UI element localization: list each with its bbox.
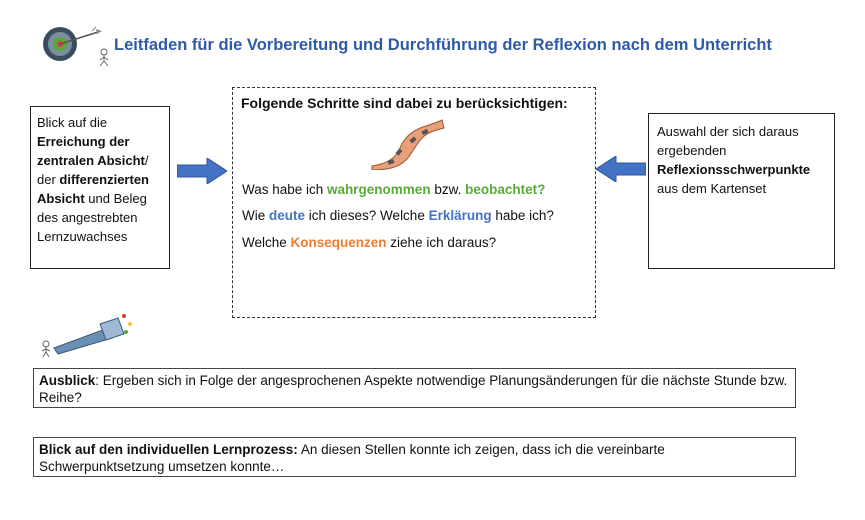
left-box-text-5: und Beleg des angestrebten Lernzuwachses: [37, 191, 147, 244]
q2-keyword-erklaerung: Erklärung: [428, 208, 492, 223]
q2-part-a: Wie: [242, 208, 269, 223]
road-with-cars-icon: [366, 116, 446, 170]
right-box-text-3: aus dem Kartenset: [657, 181, 767, 196]
right-box-text-1: Auswahl der sich daraus ergebenden: [657, 124, 799, 158]
q2-part-c: ich dieses? Welche: [305, 208, 429, 223]
lernprozess-box: [33, 437, 796, 477]
left-box-text-1: Blick auf die: [37, 115, 108, 130]
right-info-box: [648, 113, 835, 269]
arrow-left-icon: [596, 156, 646, 182]
q2-part-e: habe ich?: [491, 208, 554, 223]
q3-keyword-konsequenzen: Konsequenzen: [290, 235, 387, 250]
q1-part-c: bzw.: [430, 182, 466, 197]
lernprozess-text: An diesen Stellen konnte ich zeigen, dass ich die vereinbarte Schwerpunktsetzung umsetzen konnte…: [39, 442, 665, 474]
telescope-icon: [38, 310, 134, 358]
left-box-text-2: Erreichung der zentralen Absicht: [37, 134, 145, 168]
question-3: [242, 235, 496, 250]
q2-keyword-deute: deute: [269, 208, 306, 223]
lernprozess-label: Blick auf den individuellen Lernprozess:: [39, 442, 298, 457]
q1-part-a: Was habe ich: [242, 182, 328, 197]
question-2: [242, 208, 554, 223]
q1-keyword-beobachtet: beobachtet?: [465, 182, 546, 197]
arrow-right-icon: [177, 158, 227, 184]
ausblick-box: [33, 368, 796, 408]
q1-keyword-wahrgenommen: wahrgenommen: [327, 182, 431, 197]
center-steps-box: [232, 87, 596, 318]
q3-part-a: Welche: [242, 235, 291, 250]
ausblick-label: Ausblick: [39, 373, 96, 388]
center-box-heading: Folgende Schritte sind dabei zu berücksichtigen:: [241, 95, 568, 111]
right-box-text-2: Reflexionsschwerpunkte: [657, 162, 811, 177]
q3-part-c: ziehe ich daraus?: [386, 235, 497, 250]
left-box-text-4: differenzierten Absicht: [37, 172, 149, 206]
left-box-text-3: / der: [37, 153, 149, 187]
ausblick-text: : Ergeben sich in Folge der angesprochenen Aspekte notwendige Planungsänderungen für die nächste Stunde bzw. Reihe?: [39, 373, 788, 405]
target-with-arrows-icon: [38, 22, 114, 68]
left-info-box: [30, 106, 170, 269]
page-title: Leitfaden für die Vorbereitung und Durchführung der Reflexion nach dem Unterricht: [114, 36, 772, 54]
question-1: [242, 182, 545, 197]
